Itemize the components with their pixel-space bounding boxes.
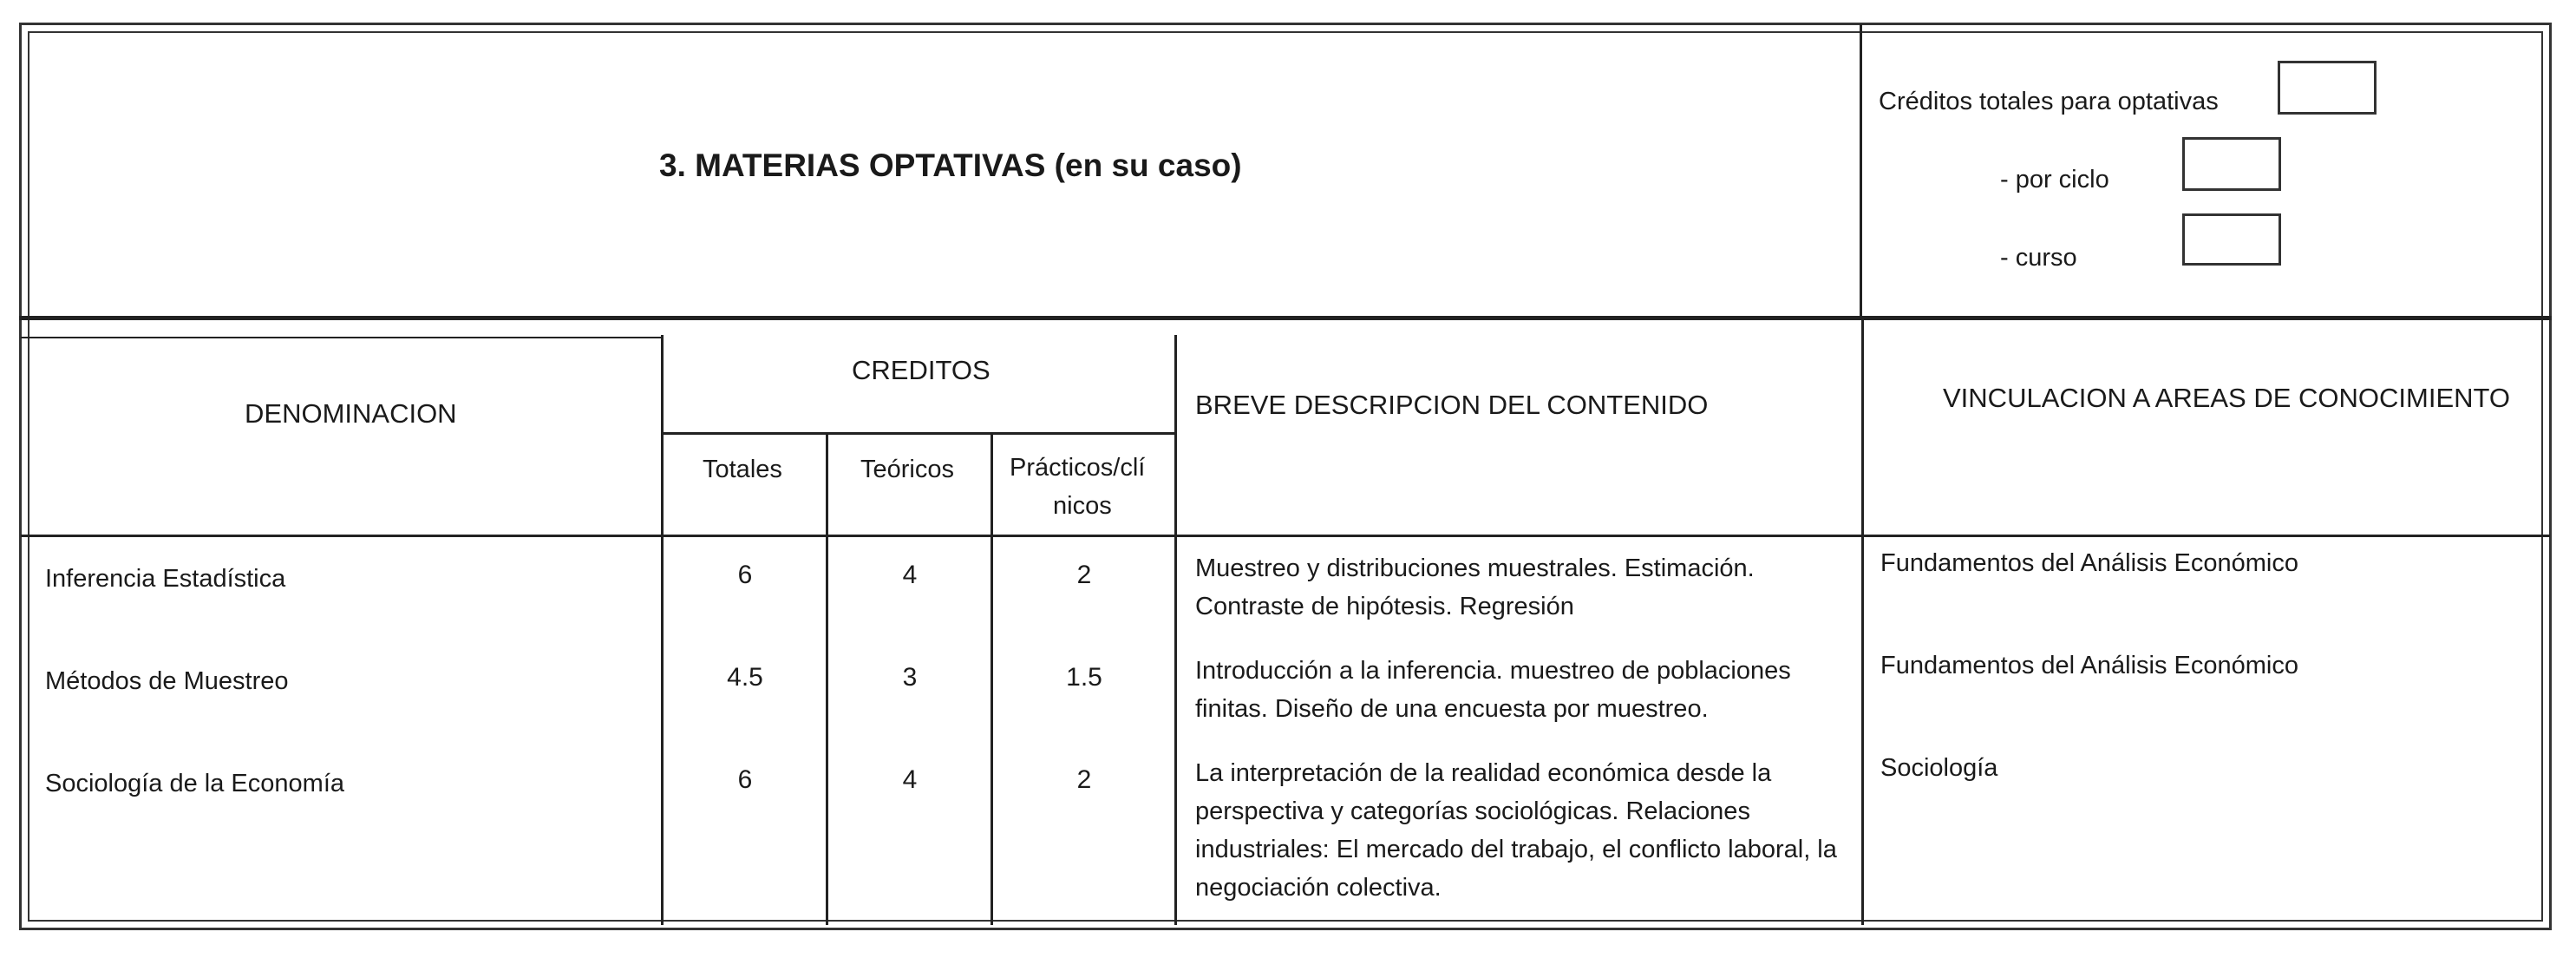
row-1-name: Inferencia Estadística [45, 565, 286, 593]
header-bottom-rule [19, 316, 2552, 320]
header-practicos-line2: nicos [1053, 492, 1112, 520]
row-3-desc-line4: negociación colectiva. [1195, 874, 1442, 902]
col-divider-1 [661, 335, 664, 925]
header-denominacion: DENOMINACION [245, 398, 457, 429]
credits-total-label: Créditos totales para optativas [1879, 88, 2219, 115]
row-2-desc-line2: finitas. Diseño de una encuesta por muestreo. [1195, 695, 1709, 723]
row-1-practicos: 2 [1076, 561, 1092, 589]
header-right-divider [1860, 24, 1862, 319]
row-3-totales: 6 [737, 765, 753, 794]
row-1-totales: 6 [737, 561, 753, 589]
row-1-desc-line2: Contraste de hipótesis. Regresión [1195, 593, 1574, 620]
per-course-label: - curso [2000, 244, 2077, 272]
header-descripcion: BREVE DESCRIPCION DEL CONTENIDO [1195, 390, 1709, 420]
header-row-bottom-rule [21, 535, 2550, 537]
header-creditos: CREDITOS [852, 355, 991, 385]
header-vinculacion: VINCULACION A AREAS DE CONOCIMIENTO [1943, 383, 2511, 413]
row-3-name: Sociología de la Economía [45, 770, 344, 797]
row-3-desc-line3: industriales: El mercado del trabajo, el conflicto laboral, la [1195, 836, 1837, 863]
per-cycle-box[interactable] [2182, 137, 2281, 191]
col-divider-5 [1861, 319, 1864, 925]
row-3-teoricos: 4 [902, 765, 918, 794]
creditos-subheader-rule [661, 432, 1176, 435]
row-2-totales: 4.5 [727, 663, 763, 692]
per-course-box[interactable] [2182, 213, 2281, 266]
row-1-desc-line1: Muestreo y distribuciones muestrales. Estimación. [1195, 554, 1755, 582]
header-practicos-line1: Prácticos/clí [1010, 454, 1146, 482]
section-title: 3. MATERIAS OPTATIVAS (en su caso) [659, 148, 1242, 183]
row-2-teoricos: 3 [902, 663, 918, 692]
row-3-practicos: 2 [1076, 765, 1092, 794]
row-2-area: Fundamentos del Análisis Económico [1880, 652, 2298, 679]
row-3-area: Sociología [1880, 754, 1998, 782]
header-teoricos: Teóricos [860, 456, 954, 483]
row-2-practicos: 1.5 [1066, 663, 1102, 692]
row-1-area: Fundamentos del Análisis Económico [1880, 549, 2298, 577]
row-1-teoricos: 4 [902, 561, 918, 589]
row-2-desc-line1: Introducción a la inferencia. muestreo de poblaciones [1195, 657, 1791, 685]
row-2-name: Métodos de Muestreo [45, 667, 289, 695]
row-3-desc-line2: perspectiva y categorías sociológicas. Relaciones [1195, 797, 1750, 825]
col-divider-4 [1174, 335, 1177, 925]
row-3-desc-line1: La interpretación de la realidad económica desde la [1195, 759, 1772, 787]
data-header-top-rule [21, 337, 663, 338]
credits-total-box[interactable] [2278, 61, 2377, 115]
per-cycle-label: - por ciclo [2000, 166, 2109, 194]
header-totales: Totales [703, 456, 782, 483]
